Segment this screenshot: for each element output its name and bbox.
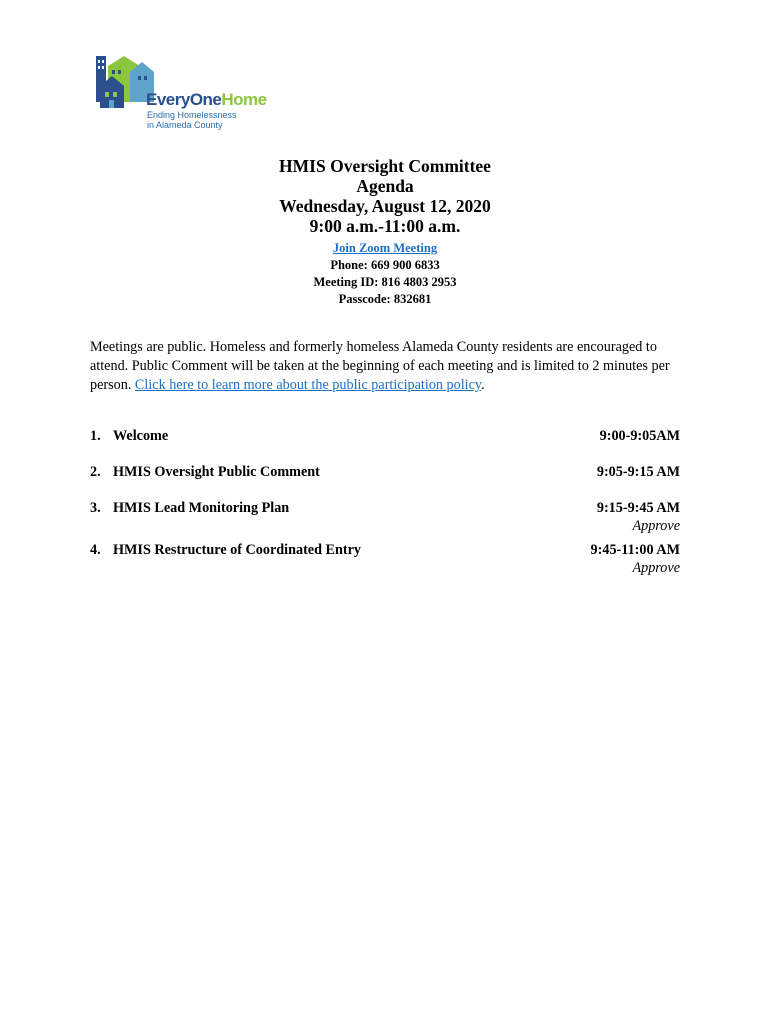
meeting-time: 9:00 a.m.-11:00 a.m.	[309, 216, 461, 236]
item-title: Welcome	[113, 428, 169, 444]
public-participation-policy-link[interactable]: Click here to learn more about the public participation policy	[134, 377, 482, 393]
phone-number: Phone: 669 900 6833	[330, 258, 440, 272]
item-time: 9:45-11:00 AM	[590, 542, 680, 558]
agenda-item-2	[90, 464, 680, 504]
houses-icon	[94, 52, 154, 114]
intro-text: Meetings are public. Homeless and formerly homeless Alameda County residents are encouraged to attend. Public Comment will be taken at the beginning of each meeting and is limited to 2 minutes per person.	[90, 339, 670, 393]
item-number: 2.	[90, 464, 101, 480]
item-time: 9:15-9:45 AM	[596, 500, 680, 516]
document-type: Agenda	[356, 176, 414, 196]
committee-title: HMIS Oversight Committee	[279, 156, 491, 176]
meeting-date: Wednesday, August 12, 2020	[279, 196, 491, 216]
item-title: HMIS Oversight Public Comment	[113, 464, 320, 480]
agenda-header	[0, 156, 770, 308]
item-number: 3.	[90, 500, 101, 516]
agenda-item-1	[90, 428, 680, 468]
meeting-id: Meeting ID: 816 4803 2953	[313, 275, 457, 289]
item-number: 4.	[90, 542, 101, 558]
logo-tagline-1: Ending Homelessness	[147, 110, 237, 120]
agenda-item-3	[90, 500, 680, 540]
item-action: Approve	[632, 518, 680, 534]
logo-wordmark: EveryOneHome	[146, 90, 267, 109]
intro-paragraph	[90, 338, 690, 395]
item-action: Approve	[632, 560, 680, 576]
passcode: Passcode: 832681	[338, 292, 432, 306]
item-title: HMIS Lead Monitoring Plan	[113, 500, 290, 516]
item-number: 1.	[90, 428, 101, 444]
intro-trailing: .	[481, 377, 485, 393]
item-title: HMIS Restructure of Coordinated Entry	[113, 542, 361, 558]
agenda-item-4	[90, 542, 680, 582]
item-time: 9:05-9:15 AM	[596, 464, 680, 480]
item-time: 9:00-9:05AM	[599, 428, 680, 444]
join-zoom-link[interactable]: Join Zoom Meeting	[332, 241, 438, 255]
everyonehome-logo	[94, 52, 274, 132]
logo-tagline-2: in Alameda County	[147, 120, 223, 130]
